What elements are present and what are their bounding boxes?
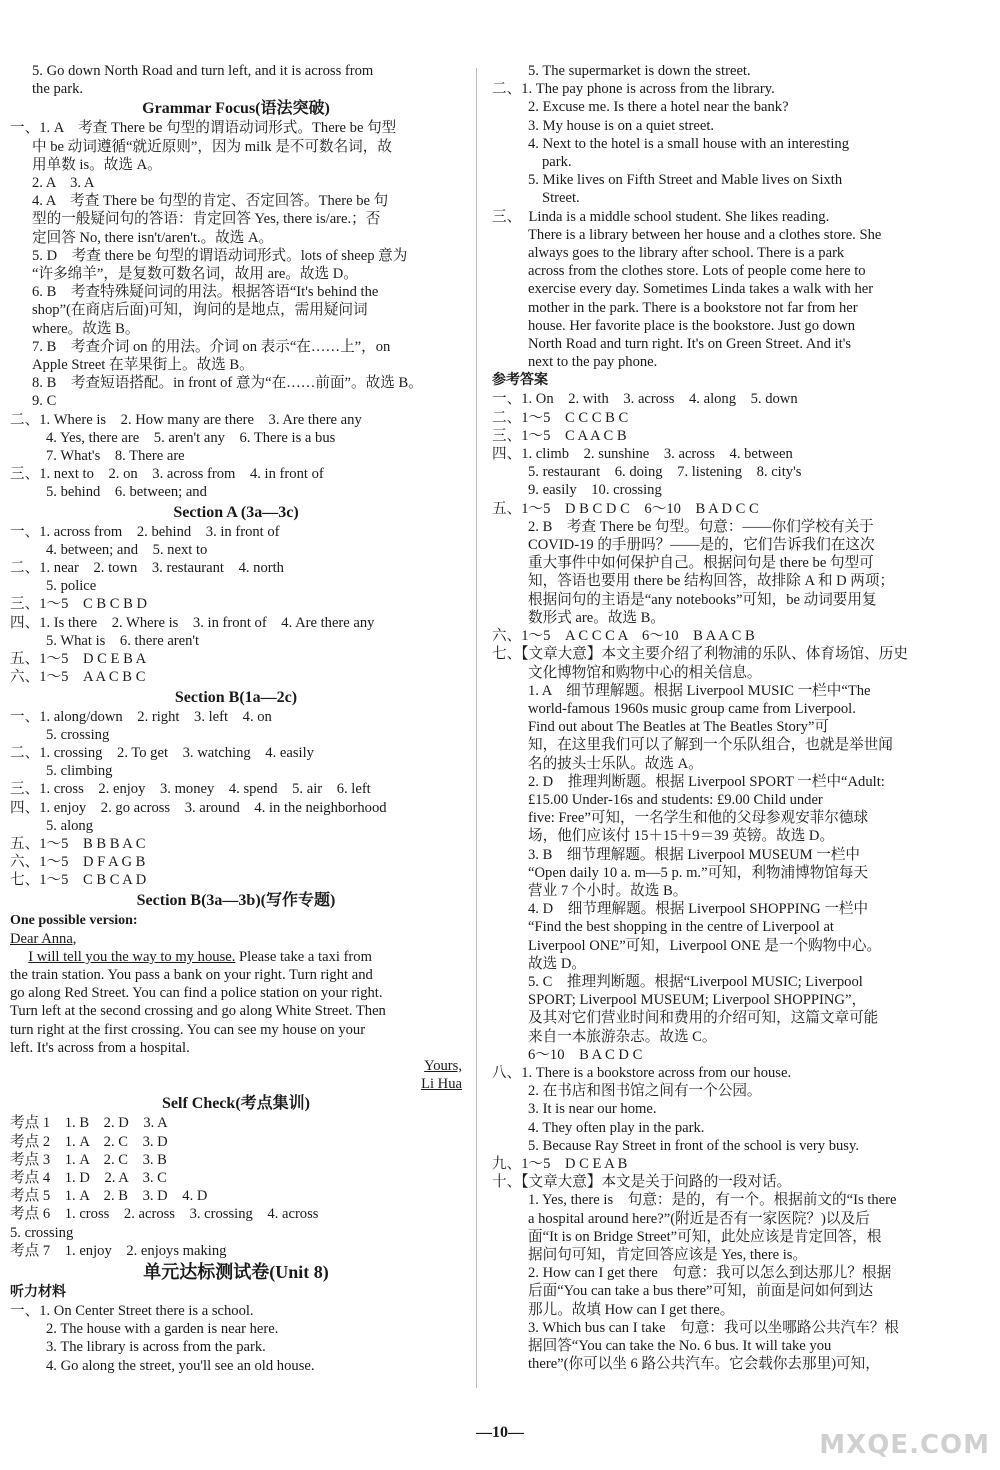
text-line: 4. Go along the street, you'll see an old house. <box>46 1357 315 1374</box>
text-line: 7. What's 8. There are <box>46 448 185 465</box>
column-divider <box>476 68 477 1388</box>
text-line: shop”(在商店后面)可知，询问的是地点，需用疑问词 <box>32 302 368 319</box>
text-line: 考点 4 1. D 2. A 3. C <box>10 1169 167 1186</box>
text-line: 五、1～5 D C E B A <box>10 651 147 668</box>
text-line: 4. D 细节理解题。根据 Liverpool SHOPPING 一栏中 <box>528 901 869 918</box>
text-line: 七、【文章大意】本文主要介绍了利物浦的乐队、体育场馆、历史 <box>492 646 908 663</box>
text-line: mother in the park. There is a bookstore not far from her <box>528 299 858 316</box>
text-line: 4. Next to the hotel is a small house with an interesting <box>528 135 850 152</box>
text-line: 二、1. near 2. town 3. restaurant 4. north <box>10 560 284 577</box>
text-line: 定回答 No, there isn't/aren't.。故选 A。 <box>32 229 274 246</box>
text-line: the park. <box>32 81 84 98</box>
text-line: a hospital around here?”(附近是否有一家医院？)以及后 <box>528 1210 870 1227</box>
text-line: SPORT; Liverpool MUSEUM; Liverpool SHOPPING”， <box>528 992 867 1009</box>
text-line: 根据问句的主语是“any notebooks”可知，be 动词要用复 <box>528 591 877 608</box>
text-line: 3. My house is on a quiet street. <box>528 117 715 134</box>
text-line: 后面“You can take a bus there”可知，前面是问如何到达 <box>528 1283 874 1300</box>
text-line: Apple Street 在苹果街上。故选 B。 <box>32 357 254 374</box>
text-line: 考点 1 1. B 2. D 3. A <box>10 1115 168 1132</box>
text-line: 名的披头士乐队。故选 A。 <box>528 755 703 772</box>
text-line: 2. B 考查 There be 句型。句意：——你们学校有关于 <box>528 518 874 535</box>
text-line: 2. How can I get there 句意：我可以怎么到达那儿？根据 <box>528 1265 892 1282</box>
text-line: 5. C 推理判断题。根据“Liverpool MUSIC; Liverpool <box>528 973 863 990</box>
text-line: 文化博物馆和购物中心的相关信息。 <box>528 664 762 681</box>
text-line: 六、1～5 D F A G B <box>10 854 146 871</box>
text-line: 5. crossing <box>10 1224 74 1241</box>
text-line: exercise every day. Sometimes Linda takes a walk with her <box>528 281 874 298</box>
text-line: 六、1～5 A C C C A 6～10 B A A C B <box>492 628 755 645</box>
text-line: 4. A 考查 There be 句型的肯定、否定回答。There be 句 <box>32 193 389 210</box>
text-line: North Road and turn right. It's on Green Street. And it's <box>528 336 852 353</box>
text-line: 十、【文章大意】本文是关于问路的一段对话。 <box>492 1174 792 1191</box>
text-line: 2. 在书店和图书馆之间有一个公园。 <box>528 1083 762 1100</box>
text-line: 营业 7 个小时。故选 B。 <box>528 882 688 899</box>
text-line: 及其对它们营业时间和费用的介绍可知，这篇文章可能 <box>528 1010 879 1027</box>
text-line: 3. The library is across from the park. <box>46 1339 266 1356</box>
text-line: 故选 D。 <box>528 955 586 972</box>
text-line: 四、1. Is there 2. Where is 3. in front of 4. Are there any <box>10 614 375 631</box>
text-line: 参考答案 <box>492 373 548 389</box>
text-line: Turn left at the second crossing and go along White Street. Then <box>10 1003 386 1020</box>
text-line: 面“It is on Bridge Street”可知，此处应该是肯定回答，根 <box>528 1228 882 1245</box>
text-line: 5. The supermarket is down the street. <box>528 63 751 79</box>
text-line: 1. A 细节理解题。根据 Liverpool MUSIC 一栏中“The <box>528 682 871 699</box>
section-heading: 单元达标测试卷(Unit 8) <box>143 1261 329 1282</box>
section-heading: Section B(1a—2c) <box>174 688 298 706</box>
text-line: park. <box>542 154 572 171</box>
text-line: 知，答语也要用 there be 结构回答，故排除 A 和 D 两项； <box>528 573 895 590</box>
section-heading: Grammar Focus(语法突破) <box>142 100 330 118</box>
text-line: 5. behind 6. between; and <box>46 484 207 501</box>
text-line: 三、1～5 C A A C B <box>492 427 627 444</box>
text-line: left. It's across from a hospital. <box>10 1039 190 1056</box>
text-line: 5. crossing <box>46 726 110 743</box>
text-line: 3. It is near our home. <box>528 1101 657 1118</box>
text-line: 五、1～5 D B C D C 6～10 B A D C C <box>492 500 759 517</box>
text-line: 七、1～5 C B C A D <box>10 872 147 889</box>
text-line: One possible version: <box>10 912 138 928</box>
text-line: Liverpool ONE”可知，Liverpool ONE 是一个购物中心。 <box>528 937 882 954</box>
left-column <box>10 62 462 1375</box>
text-line: 6～10 B A C D C <box>528 1046 643 1063</box>
text-line: 中 be 动词遵循“就近原则”，因为 milk 是不可数名词，故 <box>32 138 392 155</box>
text-line: 2. The house with a garden is near here. <box>46 1321 279 1338</box>
text-line: Street. <box>542 190 580 207</box>
text-line: Find out about The Beatles at The Beatles Story”可 <box>528 719 830 736</box>
text-line: 八、1. There is a bookstore across from our house. <box>492 1064 792 1081</box>
text-line: 考点 2 1. A 2. C 3. D <box>10 1133 168 1150</box>
text-line: 九、1～5 D C E A B <box>492 1155 628 1172</box>
text-line: the train station. You pass a bank on your right. Turn right and <box>10 966 373 983</box>
text-line: 四、1. climb 2. sunshine 3. across 4. between <box>492 446 793 463</box>
text-line: 9. easily 10. crossing <box>528 482 662 499</box>
section-heading: Section B(3a—3b)(写作专题) <box>136 891 336 909</box>
text-line: 考点 5 1. A 2. B 3. D 4. D <box>10 1188 208 1205</box>
text-line: 考点 7 1. enjoy 2. enjoys making <box>10 1242 227 1259</box>
watermark-logo: MXQE.COM <box>819 1430 990 1460</box>
text-line: £15.00 Under-16s and students: £9.00 Child under <box>528 791 823 808</box>
text-line: 8. B 考查短语搭配。in front of 意为“在……前面”。故选 B。 <box>32 375 423 392</box>
text-line: Li Hua <box>421 1076 462 1093</box>
text-line: 知，在这里我们可以了解到一个乐队组合，也就是举世闻 <box>528 737 893 754</box>
text-line: 一、1. A 考查 There be 句型的谓语动词形式。There be 句型 <box>10 120 397 137</box>
text-line: 据问句可知，肯定回答应该是 Yes, there is。 <box>528 1247 808 1263</box>
text-line: There is a library between her house and a clothes store. She <box>528 226 882 243</box>
text-line: 一、1. across from 2. behind 3. in front of <box>10 523 280 540</box>
text-line: 考点 3 1. A 2. C 3. B <box>10 1151 167 1168</box>
text-line: 重大事件中如何保护自己。根据问句是 there be 句型可 <box>528 555 874 572</box>
text-line: 4. Yes, there are 5. aren't any 6. There is a bus <box>46 429 336 446</box>
text-line: 9. C <box>32 393 57 410</box>
section-heading: Section A (3a—3c) <box>173 503 299 521</box>
text-line: 6. B 考查特殊疑问词的用法。根据答语“It's behind the <box>32 284 379 301</box>
text-line: always goes to the library after school. There is a park <box>528 245 845 262</box>
text-line: 那儿。故填 How can I get there。 <box>528 1301 735 1318</box>
text-line: 2. Excuse me. Is there a hotel near the bank? <box>528 99 789 116</box>
text-line: where。故选 B。 <box>32 320 140 337</box>
text-line: 3. Which bus can I take 句意：我可以坐哪路公共汽车？根 <box>528 1319 900 1336</box>
text-line: 五、1～5 B B B A C <box>10 835 146 852</box>
text-line: go along Red Street. You can find a police station on your right. <box>10 985 383 1002</box>
text-line: 三、1. cross 2. enjoy 3. money 4. spend 5. air 6. left <box>10 781 371 798</box>
text-line: 5. What is 6. there aren't <box>46 632 200 649</box>
text-line: across from the clothes store. Lots of people come here to <box>528 263 866 280</box>
text-line: 据回答“You can take the No. 6 bus. It will take you <box>528 1338 832 1355</box>
text-line: Yours, <box>424 1057 462 1074</box>
text-line: I will tell you the way to my house. Please take a taxi from <box>28 948 372 965</box>
text-line: 数形式 are。故选 B。 <box>528 609 666 626</box>
text-line: 4. between; and 5. next to <box>46 541 208 558</box>
text-line: 场，他们应该付 15＋15＋9＝39 英镑。故选 D。 <box>528 828 835 845</box>
text-line: 5. climbing <box>46 763 113 780</box>
text-line: 听力材料 <box>10 1284 66 1300</box>
text-line: 7. B 考查介词 on 的用法。介词 on 表示“在……上”，on <box>32 338 391 355</box>
text-line: 5. restaurant 6. doing 7. listening 8. city's <box>528 464 802 481</box>
text-line: 3. B 细节理解题。根据 Liverpool MUSEUM 一栏中 <box>528 846 861 863</box>
text-line: world-famous 1960s music group came from Liverpool. <box>528 700 856 717</box>
page-number: —10— <box>476 1424 524 1441</box>
text-line: 一、1. On Center Street there is a school. <box>10 1302 254 1319</box>
text-line: 用单数 is。故选 A。 <box>32 156 162 173</box>
text-line: 5. along <box>46 817 94 834</box>
text-line: 考点 6 1. cross 2. across 3. crossing 4. across <box>10 1206 319 1223</box>
text-line: five: Free”可知，一名学生和他的父母参观安菲尔德球 <box>528 810 869 827</box>
text-line: 二、1. Where is 2. How many are there 3. Are there any <box>10 411 362 428</box>
text-line: “许多绵羊”，是复数可数名词，故用 are。故选 D。 <box>32 266 358 283</box>
text-line: 一、1. along/down 2. right 3. left 4. on <box>10 708 272 725</box>
text-line: 三、 Linda is a middle school student. She likes reading. <box>492 208 830 225</box>
text-line: 5. police <box>46 578 97 595</box>
text-line: 三、1. next to 2. on 3. across from 4. in front of <box>10 466 324 483</box>
text-line: Dear Anna, <box>10 930 77 947</box>
text-line: 二、1～5 C C C B C <box>492 409 629 426</box>
text-line: 三、1～5 C B C B D <box>10 596 148 613</box>
text-line: 四、1. enjoy 2. go across 3. around 4. in the neighborhood <box>10 799 387 816</box>
text-line: 5. Mike lives on Fifth Street and Mable lives on Sixth <box>528 172 843 189</box>
text-line: 5. D 考查 there be 句型的谓语动词形式。lots of sheep 意为 <box>32 247 408 264</box>
text-line: “Find the best shopping in the centre of Liverpool at <box>528 919 834 936</box>
text-line: 二、1. crossing 2. To get 3. watching 4. easily <box>10 744 314 761</box>
text-line: COVID-19 的手册吗？——是的，它们告诉我们在这次 <box>528 537 875 554</box>
text-line: 二、1. The pay phone is across from the library. <box>492 81 775 98</box>
text-line: 5. Go down North Road and turn left, and it is across from <box>32 63 374 79</box>
text-line: 2. D 推理判断题。根据 Liverpool SPORT 一栏中“Adult: <box>528 773 885 790</box>
text-line: 型的一般疑问句的答语：肯定回答 Yes, there is/are.；否 <box>32 211 381 228</box>
right-column <box>492 62 938 1373</box>
text-line: 一、1. On 2. with 3. across 4. along 5. down <box>492 391 798 408</box>
text-line: house. Her favorite place is the bookstore. Just go down <box>528 317 856 334</box>
text-line: there”(你可以坐 6 路公共汽车。它会载你去那里)可知， <box>528 1356 880 1373</box>
text-line: 2. A 3. A <box>32 175 95 192</box>
text-line: 六、1～5 A A C B C <box>10 669 146 686</box>
section-heading: Self Check(考点集训) <box>162 1095 310 1113</box>
text-line: next to the pay phone. <box>528 354 658 371</box>
text-line: 1. Yes, there is 句意：是的，有一个。根据前文的“Is there <box>528 1192 897 1209</box>
text-line: turn right at the first crossing. You can see my house on your <box>10 1021 366 1038</box>
text-line: 4. They often play in the park. <box>528 1119 705 1136</box>
text-line: 5. Because Ray Street in front of the school is very busy. <box>528 1137 859 1154</box>
text-line: “Open daily 10 a. m—5 p. m.”可知，利物浦博物馆每天 <box>528 864 869 881</box>
text-line: 来自一本旅游杂志。故选 C。 <box>528 1028 717 1045</box>
